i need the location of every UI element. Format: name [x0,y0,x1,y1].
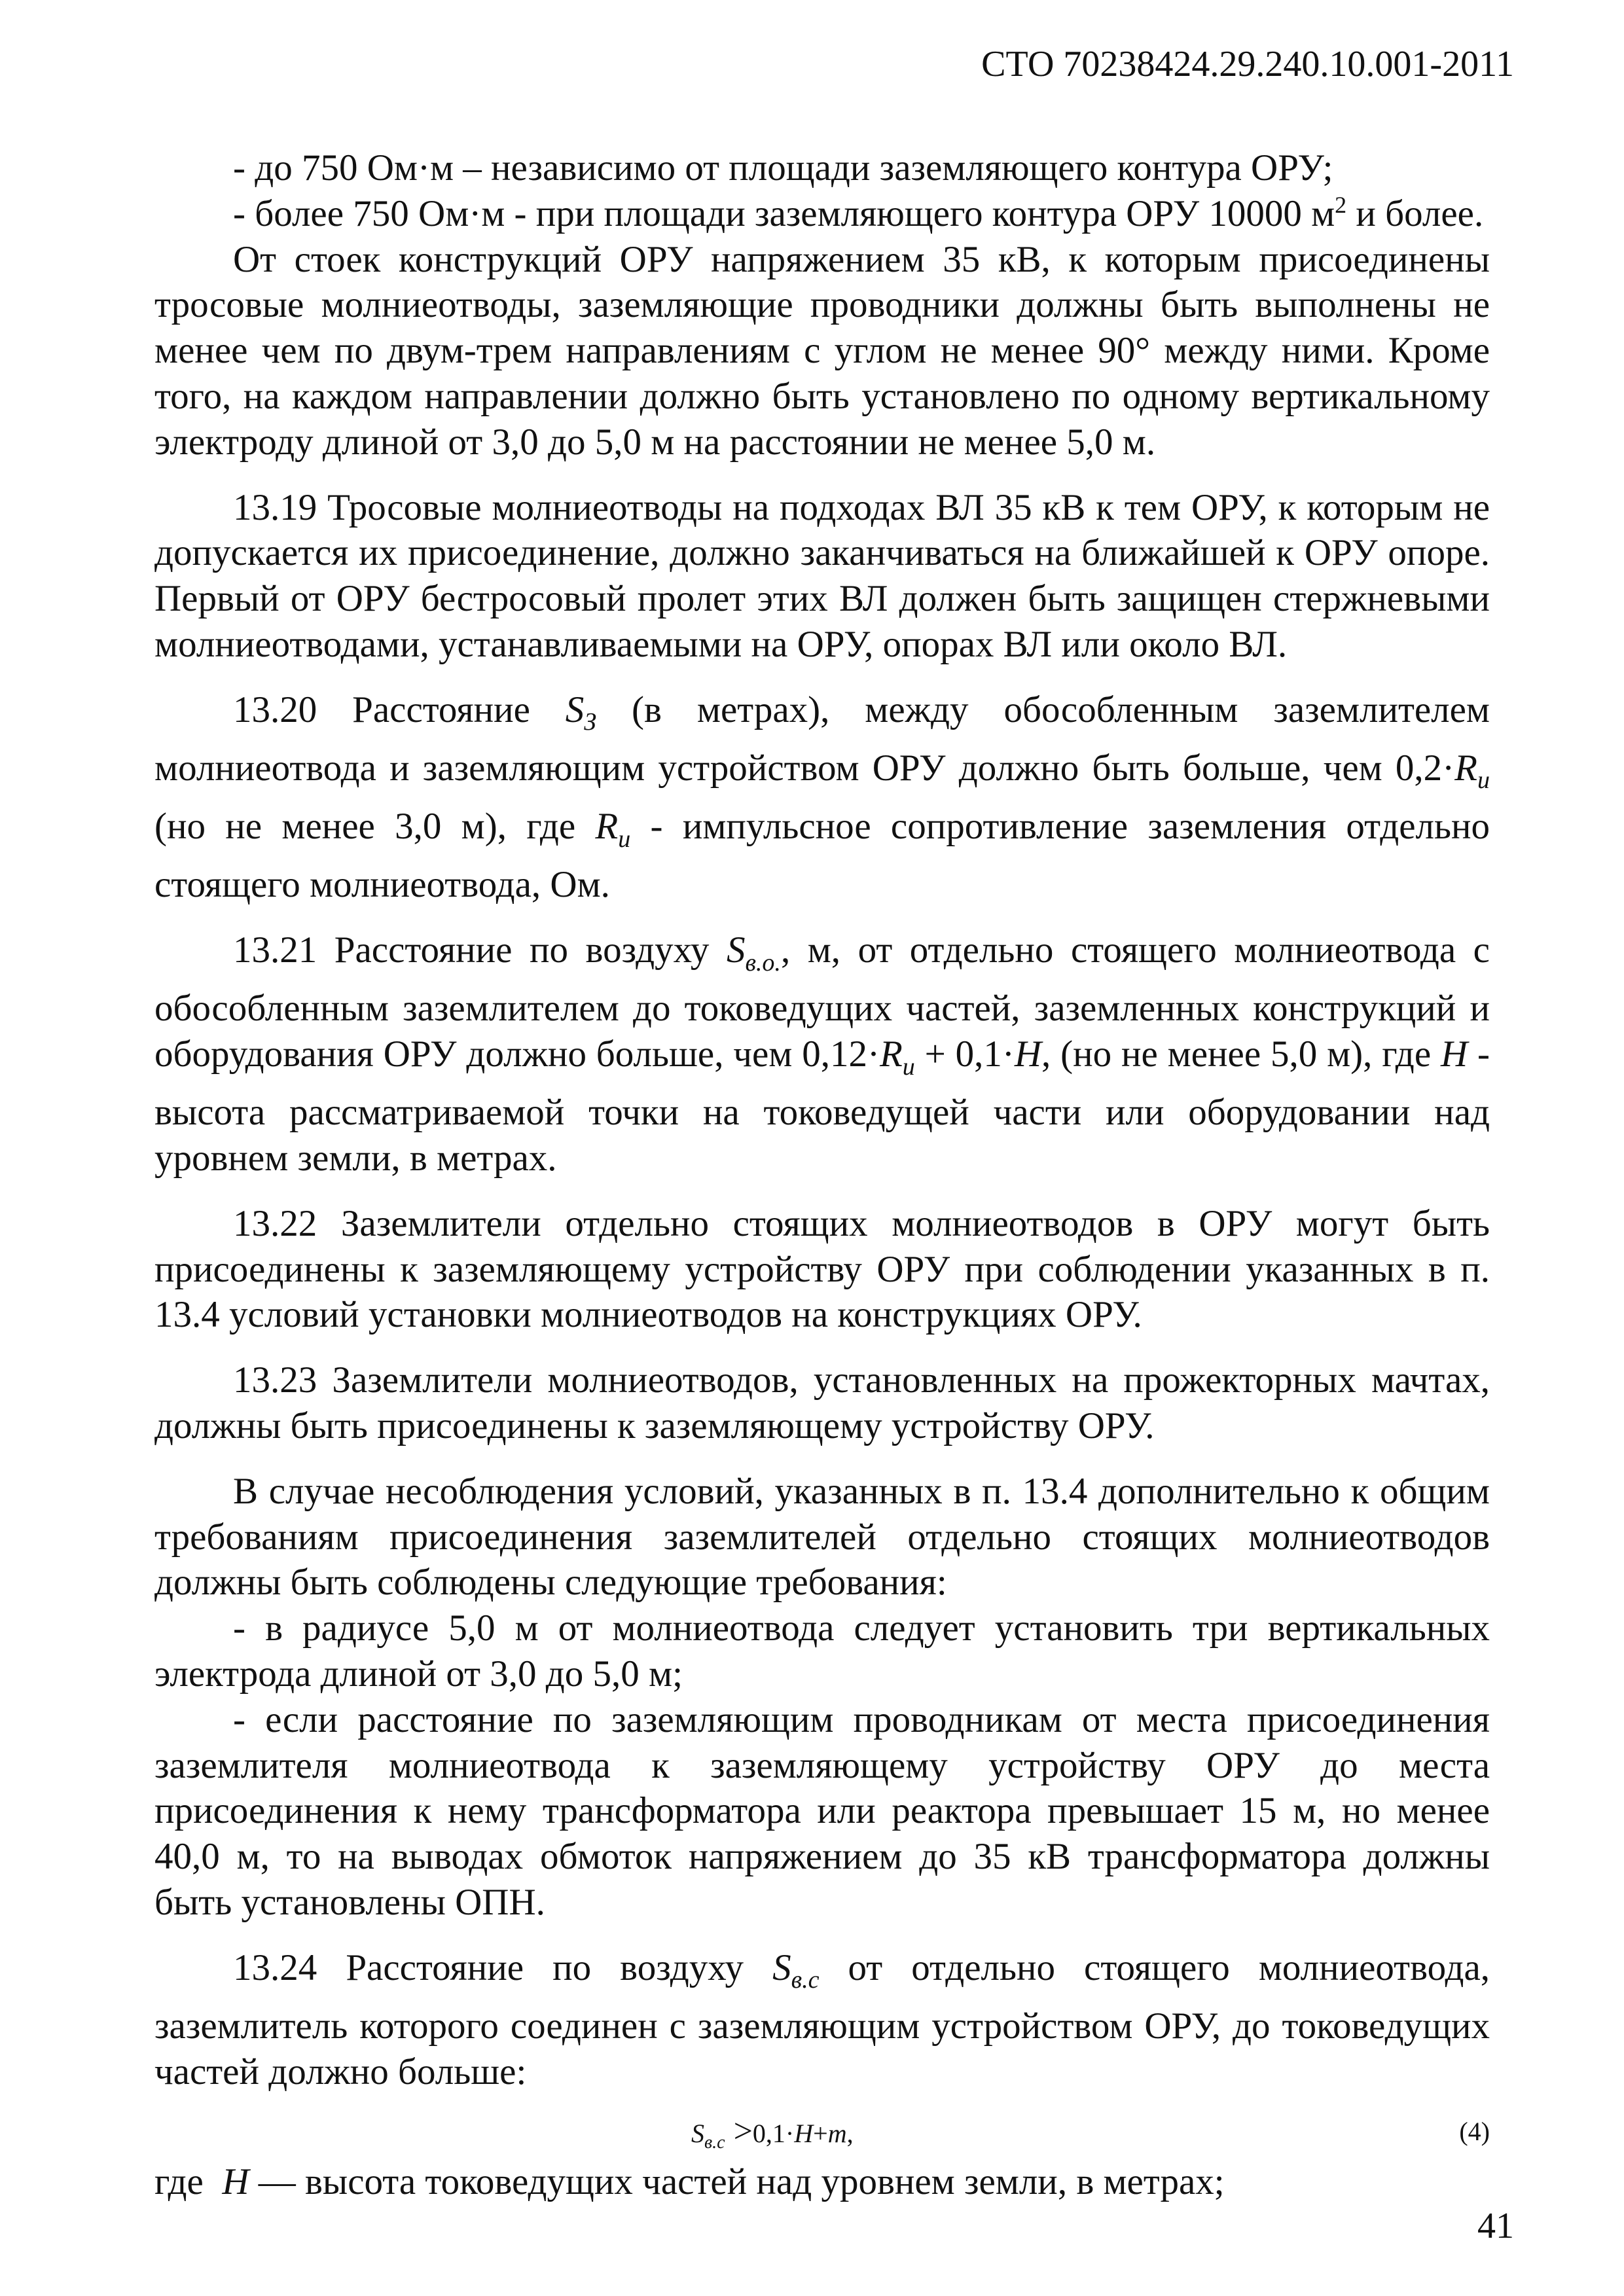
list-item: - в радиусе 5,0 м от молниеотвода следует установить три вертикальных электрода длиной от 3,0 до 5,0 м; [154,1607,1490,1695]
paragraph-13-21: 13.21 Расстояние по воздуху $S_{в.о.}$, м, от отдельно стоящего молниеотвода с обособленным заземлителем до токоведущих частей, заземленных конструкций и оборудования ОРУ должно больше, чем $0,12\cdot R_и + 0,1\cdot H$, (но не менее 5,0 м), где H - высота рассматриваемой точки на токоведущей части или оборудовании над уровнем земли, в метрах. [154,929,1490,1179]
formula-expression: $S_{в.с} >0,1\cdot H+m$, [691,2112,854,2153]
formula-number: (4) [1459,2116,1490,2146]
paragraph: От стоек конструкций ОРУ напряжением 35 кВ, к которым присоединены тросовые молниеотводы, заземляющие проводники должны быть выполнены не менее чем по двум-трем направлениям с углом не менее 90° между ними. Кроме того, на каждом направлении должно быть установлено по одному вертикальному электроду длиной от 3,0 до 5,0 м на расстоянии не менее 5,0 м. [154,238,1490,463]
formula-legend: где H — высота токоведущих частей над уровнем земли, в метрах; [154,2161,1225,2202]
paragraph-13-24: 13.24 Расстояние по воздуху $S_{в.с}$ от отдельно стоящего молниеотвода, заземлитель которого соединен с заземляющим устройством ОРУ, до токоведущих частей должно больше: [154,1946,1490,2092]
list-item: - если расстояние по заземляющим проводникам от места присоединения заземлителя молниеотвода к заземляющему устройству ОРУ до места присоединения к нему трансформатора или реактора превышает 15 м, но менее 40,0 м, то на выводах обмоток напряжением до 35 кВ трансформатора должны быть установлены ОПН. [154,1698,1490,1924]
paragraph: В случае несоблюдения условий, указанных в п. 13.4 дополнительно к общим требованиям присоединения заземлителей отдельно стоящих молниеотводов должны быть соблюдены следующие требования: [154,1470,1490,1604]
formula-4 [154,2112,1490,2151]
list-item: - более 750 Ом·м - при площади заземляющего контура ОРУ 10000 $м^2$ и более. [233,191,1484,234]
document-code-header: СТО 70238424.29.240.10.001-2011 [981,44,1514,84]
paragraph-13-22: 13.22 Заземлители отдельно стоящих молниеотводов в ОРУ могут быть присоединены к заземляющему устройству ОРУ при соблюдении указанных в п. 13.4 условий установки молниеотводов на конструкциях ОРУ. [154,1202,1490,1336]
page-number: 41 [1477,2206,1514,2246]
paragraph-13-19: 13.19 Тросовые молниеотводы на подходах ВЛ 35 кВ к тем ОРУ, к которым не допускается их присоединение, должно заканчиваться на ближайшей к ОРУ опоре. Первый от ОРУ бестросовый пролет этих ВЛ должен быть защищен стержневыми молниеотводами, устанавливаемыми на ОРУ, опорах ВЛ или около ВЛ. [154,486,1490,665]
paragraph-13-20: 13.20 Расстояние $S_З$ (в метрах), между обособленным заземлителем молниеотвода и заземляющим устройством ОРУ должно быть больше, чем $0,2\cdot R_и$ (но не менее 3,0 м), где $R_и$ - импульсное сопротивление заземления отдельно стоящего молниеотвода, Ом. [154,689,1490,906]
document-body [154,145,1490,2204]
paragraph-13-23: 13.23 Заземлители молниеотводов, установленных на прожекторных мачтах, должны быть присоединены к заземляющему устройству ОРУ. [154,1359,1490,1447]
list-item: - до 750 Ом·м – независимо от площади заземляющего контура ОРУ; [233,147,1333,188]
